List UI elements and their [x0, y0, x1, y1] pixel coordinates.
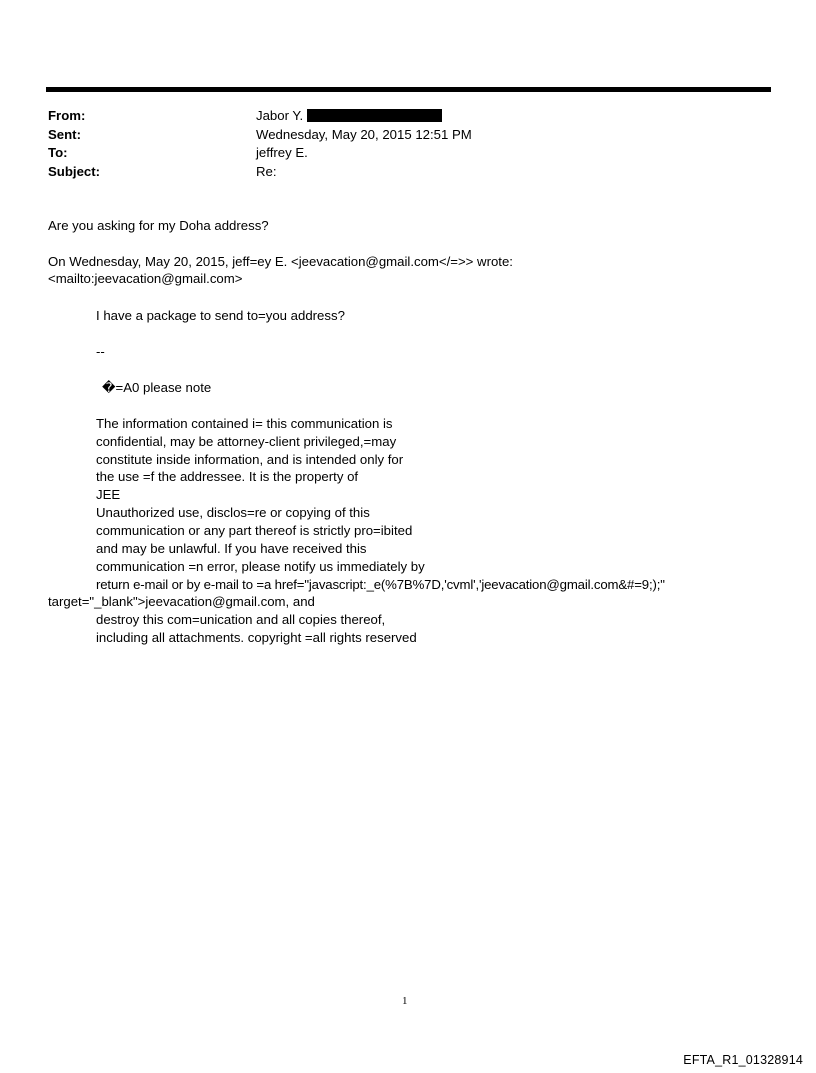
disclaimer-line: communication or any part thereof is strictly pro=ibited [96, 523, 413, 538]
disclaimer-line: Unauthorized use, disclos=re or copying of this [96, 505, 370, 520]
disclaimer-line: the use =f the addressee. It is the property of [96, 469, 359, 484]
quote-intro-line-2: <mailto:jeevacation@gmail.com> [48, 271, 243, 286]
page-number: 1 [402, 995, 408, 1007]
disclaimer-line: The information contained i= this communication is [96, 416, 393, 431]
disclaimer-wrapped-line: target="_blank">jeevacation@gmail.com, and [48, 594, 315, 609]
document-id: EFTA_R1_01328914 [683, 1053, 803, 1067]
disclaimer-line: confidential, may be attorney-client privileged,=may [96, 434, 397, 449]
subject-value: Re: [256, 163, 277, 179]
disclaimer-line: constitute inside information, and is intended only for [96, 452, 404, 467]
disclaimer-line: including all attachments. copyright =all rights reserved [96, 630, 417, 645]
subject-label: Subject: [48, 163, 101, 179]
disclaimer-line: return e-mail or by e-mail to =a href="javascript:_e(%7B%7D,'cvml','jeevacation@gmail.com&#=9;);" [96, 577, 665, 592]
from-value [256, 107, 442, 126]
to-value: jeffrey E. [256, 145, 308, 160]
disclaimer-line: JEE [96, 487, 121, 502]
disclaimer-line: communication =n error, please notify us immediately by [96, 559, 425, 574]
signature-dashes: -- [96, 344, 105, 359]
redaction-bar [307, 109, 442, 122]
quoted-message: I have a package to send to=you address? [96, 308, 345, 323]
from-row [48, 107, 768, 126]
disclaimer-line: and may be unlawful. If you have received this [96, 541, 367, 556]
to-label: To: [48, 145, 68, 160]
quote-intro-line-1: On Wednesday, May 20, 2015, jeff=ey E. <jeevacation@gmail.com</=>> wrote: [48, 254, 513, 269]
sent-label: Sent: [48, 126, 81, 142]
email-header [48, 107, 768, 181]
disclaimer-line: destroy this com=unication and all copies thereof, [96, 612, 386, 627]
sent-row [48, 126, 768, 145]
from-label: From: [48, 108, 86, 123]
subject-row [48, 163, 768, 182]
sent-value: Wednesday, May 20, 2015 12:51 PM [256, 126, 472, 142]
reply-text: Are you asking for my Doha address? [48, 218, 269, 233]
to-row [48, 144, 768, 163]
header-divider [46, 87, 771, 92]
please-note-line: �=A0 please note [102, 380, 212, 395]
from-name: Jabor Y. [256, 108, 304, 123]
